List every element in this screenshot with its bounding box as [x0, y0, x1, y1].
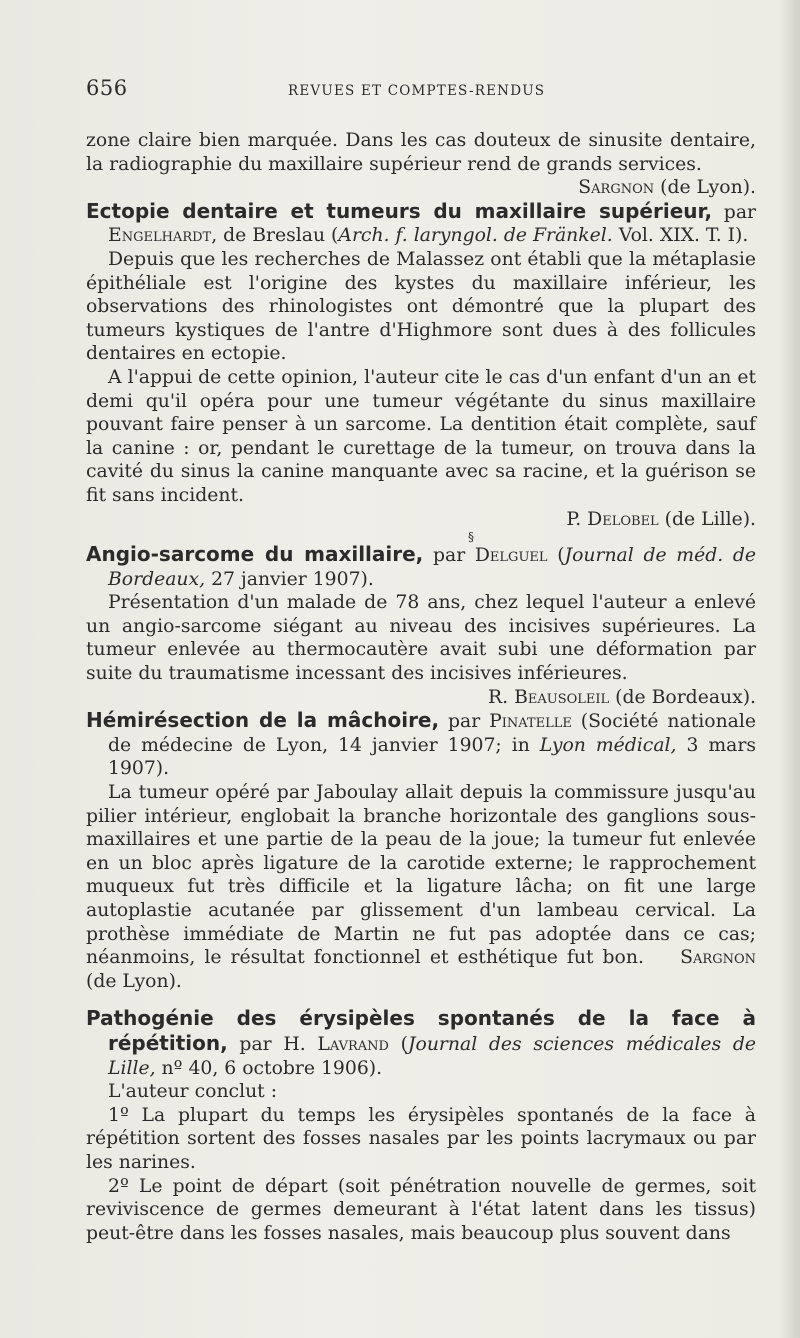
- article-1-affiliation: , de Breslau (: [211, 225, 339, 247]
- by-text: par: [423, 545, 475, 567]
- by-text: par H.: [227, 1033, 318, 1055]
- article-3-heading: [86, 709, 756, 781]
- article-2-signature: [86, 686, 756, 710]
- article-3-source: (Société nationale de médecine de Lyon, 14 janvier 1907; in: [108, 711, 757, 756]
- article-3-author: Pinatelle: [489, 711, 572, 733]
- article-4-paragraph-3: 2º Le point de départ (soit pénétration nouvelle de germes, soit reviviscence de germes demeurant à l'état latent dans les tissus) peut-être dans les fosses nasales, mais beaucoup plus souvent dans: [86, 1175, 756, 1244]
- article-4-author: Lavrand: [317, 1033, 389, 1055]
- signature-initial: P.: [566, 508, 588, 530]
- intro-text: zone claire bien marquée. Dans les cas douteux de sinusite dentaire, la radiographie du maxillaire supérieur rend de grands services.: [86, 130, 756, 175]
- article-4-title: Pathogénie des érysipèles spontanés de la face à répétition,: [86, 1006, 756, 1055]
- article-3-title: Hémirésection de la mâchoire,: [86, 708, 440, 733]
- page-edge-shadow: [778, 0, 800, 1338]
- page-body: [86, 129, 756, 1245]
- signature-name: Beausoleil: [514, 686, 610, 708]
- signature-initial: R.: [488, 686, 515, 708]
- article-1-journal: Arch. f. laryngol. de Fränkel.: [338, 225, 613, 247]
- article-1-author: Engelhardt: [108, 225, 212, 247]
- signature-place: (de Bordeaux).: [609, 686, 756, 708]
- article-2-title: Angio-sarcome du maxillaire,: [86, 542, 424, 567]
- article-2-reference: 27 janvier 1907).: [205, 568, 374, 590]
- article-1-title: Ectopie dentaire et tumeurs du maxillaire supérieur,: [86, 198, 713, 223]
- intro-paragraph: [86, 129, 756, 176]
- section-mark: §: [468, 530, 474, 545]
- article-2-journal: Journal de méd. de Bordeaux,: [108, 545, 757, 590]
- signature-name: Sargnon: [578, 177, 655, 199]
- by-text: par: [439, 711, 490, 733]
- signature-place: (de Lille).: [658, 508, 756, 530]
- signature-name: Sargnon: [680, 947, 756, 969]
- article-2-paragraph-1: Présentation d'un malade de 78 ans, chez lequel l'auteur a enlevé un angio-sarcome siégant au niveau des incisives supérieures. La tumeur enlevée au thermocautère avait subi une déformation par suite du traumatisme incessant des incisives inférieures.: [86, 592, 756, 685]
- article-4-paragraph-1: L'auteur conclut :: [108, 1081, 278, 1103]
- section-gap: [86, 993, 756, 1007]
- page-number: 656: [86, 76, 128, 100]
- signature-place: (de Lyon).: [86, 970, 182, 992]
- article-3-reference: 3 mars 1907).: [108, 734, 756, 780]
- article-1-paragraph-2: A l'appui de cette opinion, l'auteur cite le cas d'un enfant d'un an et demi qu'il opéra pour une tumeur végétante du sinus maxillaire pouvant faire penser à un sarcome. La dentition était complète, sauf la canine : or, pendant le curettage de la tumeur, on trouva dans la cavité du sinus la canine manquante avec sa racine, et la guérison se fit sans incident.: [86, 366, 756, 506]
- article-3-journal: Lyon médical,: [539, 734, 677, 756]
- intro-signature: [86, 176, 756, 200]
- signature-place: (de Lyon).: [654, 177, 756, 199]
- article-3-paragraph-1: [86, 781, 756, 993]
- article-1-reference: Vol. XIX. T. I).: [612, 225, 749, 247]
- article-4-heading: [86, 1007, 756, 1080]
- article-2-author: Delguel: [474, 545, 548, 567]
- article-1-heading: [86, 200, 756, 248]
- article-3-text: La tumeur opéré par Jaboulay allait depuis la commissure jusqu'au pilier intérieur, englobait la branche horizontale des ganglions sous-maxillaires et une partie de la peau de la joue; la tumeur fut enlevée en un bloc après ligature de la carotide externe; le rapprochement muqueux fut très difficile et la ligature lâcha; on fit une large autoplastie acutanée par glissement d'un lambeau cervical. La prothèse immédiate de Martin ne fut pas adoptée dans ce cas; néanmoins, le résultat fonctionnel et esthétique fut bon.: [86, 782, 756, 969]
- article-4-paren: (: [388, 1033, 408, 1055]
- article-4-reference: nº 40, 6 octobre 1906).: [155, 1057, 383, 1079]
- by-text: par: [712, 201, 757, 223]
- article-1-paragraph-1: Depuis que les recherches de Malassez ont établi que la métaplasie épithéliale est l'origine des kystes du maxillaire inférieur, les observations des rhinologistes ont démontré que la plupart des tumeurs kystiques de l'antre d'Highmore sont dues à des follicules dentaires en ectopie.: [86, 248, 756, 365]
- article-2-heading: [86, 543, 756, 591]
- article-4-journal: Journal des sciences médicales de Lille,: [108, 1033, 756, 1079]
- article-1-signature: [86, 508, 756, 532]
- signature-name: Delobel: [587, 508, 659, 530]
- running-title: REVUES ET COMPTES-RENDUS: [288, 83, 546, 99]
- article-2-paren: (: [547, 545, 565, 567]
- page-header: [86, 76, 756, 106]
- article-4-paragraph-2: 1º La plupart du temps les érysipèles spontanés de la face à répétition sortent des fosses nasales par les points lacrymaux ou par les narines.: [86, 1104, 756, 1173]
